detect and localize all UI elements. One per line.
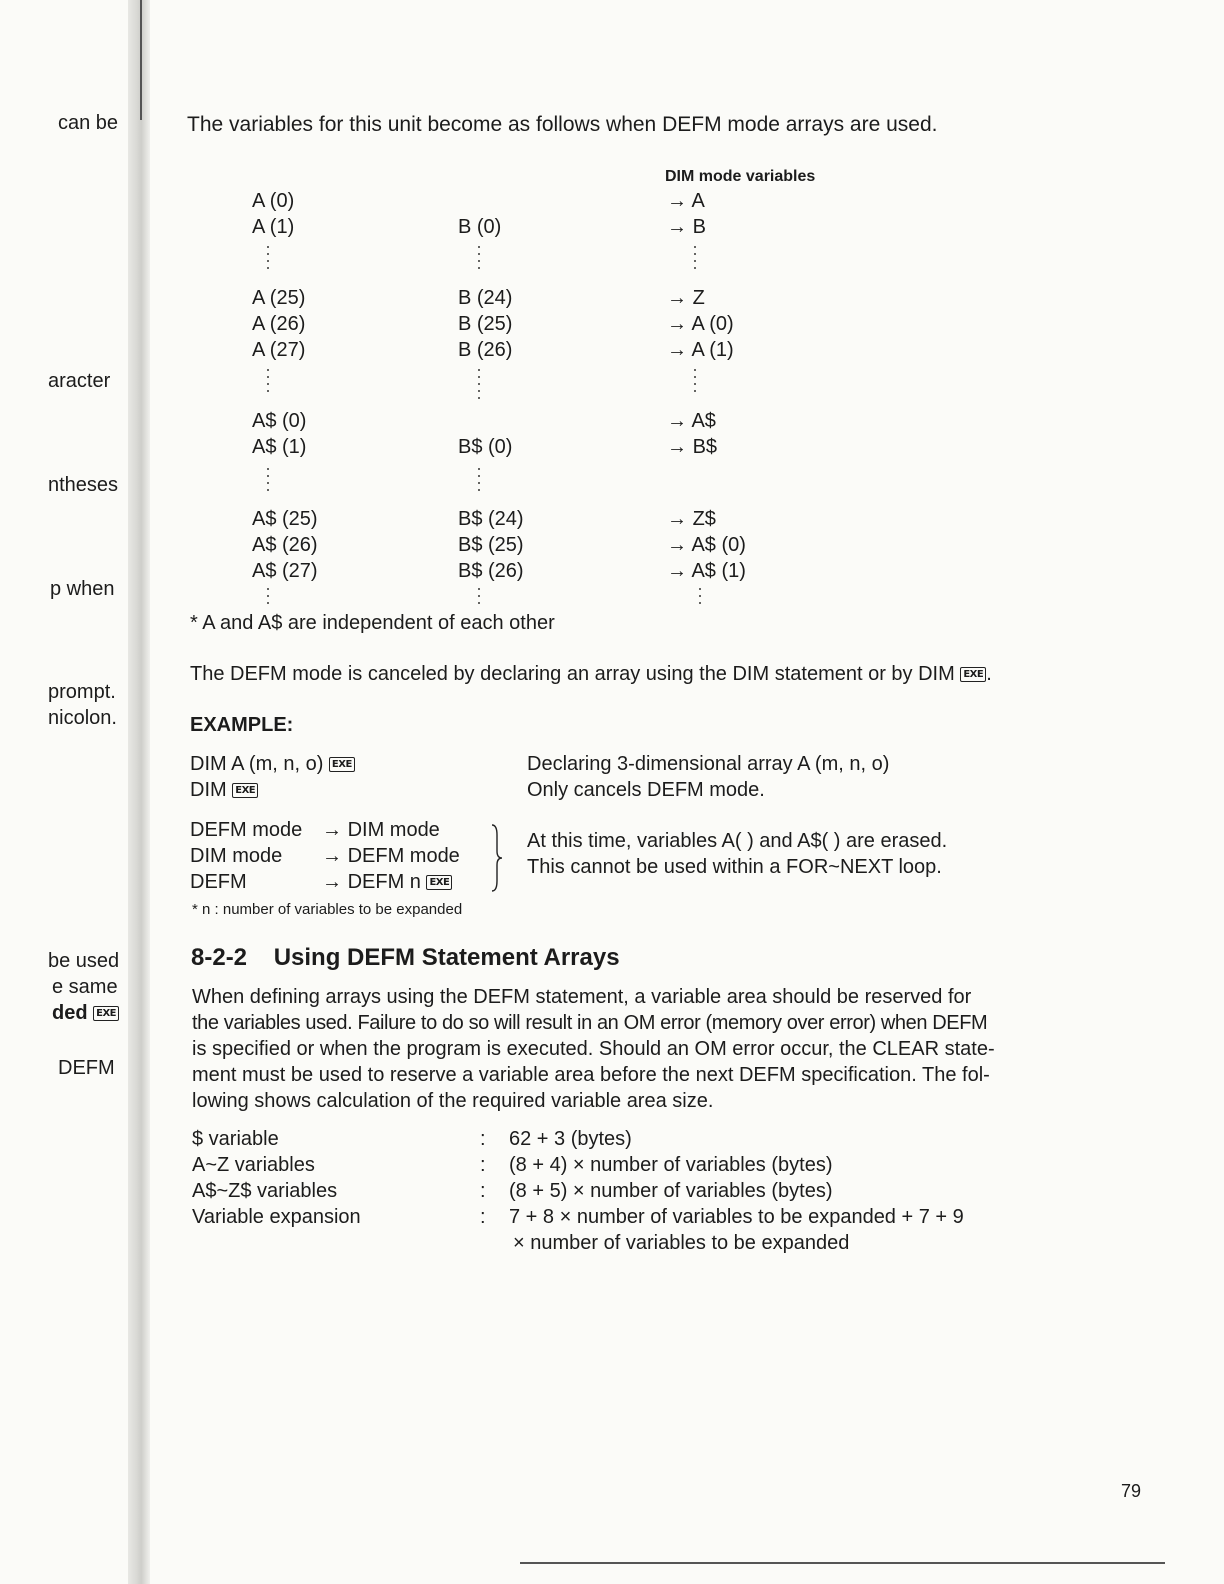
ellipsis-dots xyxy=(266,588,270,609)
calc-colon: : xyxy=(480,1180,486,1202)
table-header: DIM mode variables xyxy=(665,168,816,185)
intro-text: The variables for this unit become as follows when DEFM mode arrays are used. xyxy=(187,113,938,136)
table-cell: B (25) xyxy=(458,313,513,335)
table-cell: A (0) xyxy=(252,190,295,212)
calc-value: (8 + 5) × number of variables (bytes) xyxy=(509,1180,833,1202)
table-cell: B$ (0) xyxy=(458,436,513,458)
exe-key-icon: EXE xyxy=(329,757,355,772)
calc-label: A~Z variables xyxy=(192,1154,315,1176)
exe-key-icon: EXE xyxy=(426,875,452,890)
bottom-rule xyxy=(520,1562,1165,1564)
table-cell: → A (0) xyxy=(667,313,734,335)
mode-from: DEFM mode xyxy=(190,819,303,841)
table-cell: → A (1) xyxy=(667,339,734,361)
ellipsis-dots xyxy=(266,369,270,397)
calc-colon: : xyxy=(480,1128,486,1150)
mode-to: → DEFM n EXE xyxy=(322,871,452,894)
example-code: DIM EXE xyxy=(190,779,258,802)
table-cell: → A xyxy=(667,190,705,212)
table-cell: B (26) xyxy=(458,339,513,361)
ellipsis-dots xyxy=(477,369,481,404)
paragraph-line: When defining arrays using the DEFM statement, a variable area should be reserved for xyxy=(192,986,972,1008)
curly-brace xyxy=(490,823,504,893)
ellipsis-dots xyxy=(477,246,481,274)
table-cell: B$ (24) xyxy=(458,508,524,530)
ellipsis-dots xyxy=(477,468,481,496)
table-cell: A$ (0) xyxy=(252,410,307,432)
table-cell: A$ (1) xyxy=(252,436,307,458)
mode-from: DIM mode xyxy=(190,845,283,867)
ellipsis-dots xyxy=(266,468,270,496)
exe-key-icon: EXE xyxy=(232,783,258,798)
spine-edge-line xyxy=(140,0,142,120)
table-cell: → Z xyxy=(667,287,705,309)
table-cell: A (27) xyxy=(252,339,306,361)
table-cell: B$ (25) xyxy=(458,534,524,556)
table-cell: A$ (27) xyxy=(252,560,318,582)
independence-note: * A and A$ are independent of each other xyxy=(190,612,555,634)
table-cell: B$ (26) xyxy=(458,560,524,582)
table-cell: → Z$ xyxy=(667,508,716,530)
calc-value-continued: × number of variables to be expanded xyxy=(513,1232,850,1254)
calc-label: $ variable xyxy=(192,1128,279,1150)
cancel-text: The DEFM mode is canceled by declaring an array using the DIM statement or by DIM EXE . xyxy=(190,663,992,685)
example-desc: Declaring 3-dimensional array A (m, n, o) xyxy=(527,753,890,775)
table-cell: B (0) xyxy=(458,216,502,238)
table-cell: → B$ xyxy=(667,436,718,458)
margin-note: ntheses xyxy=(48,474,119,496)
table-cell: A (1) xyxy=(252,216,295,238)
calc-label: A$~Z$ variables xyxy=(192,1180,338,1202)
table-cell: → B xyxy=(667,216,706,238)
table-cell: A (26) xyxy=(252,313,306,335)
ellipsis-dots xyxy=(698,588,702,609)
table-cell: → A$ (0) xyxy=(667,534,746,556)
calc-colon: : xyxy=(480,1206,486,1228)
section-heading xyxy=(191,944,620,972)
margin-note: DEFM xyxy=(58,1057,115,1079)
table-cell: A$ (25) xyxy=(252,508,318,530)
exe-key-icon: EXE xyxy=(960,667,986,682)
mode-from: DEFM xyxy=(190,871,247,893)
ellipsis-dots xyxy=(477,588,481,609)
paragraph-line: the variables used. Failure to do so will result in an OM error (memory over error) when DEFM xyxy=(192,1012,988,1034)
book-spine xyxy=(128,0,150,1584)
example-code: DIM A (m, n, o) EXE xyxy=(190,753,355,776)
ellipsis-dots xyxy=(266,246,270,274)
margin-note: aracter xyxy=(48,370,111,392)
margin-note: e same xyxy=(52,976,118,998)
calc-label: Variable expansion xyxy=(192,1206,361,1228)
erase-note: This cannot be used within a FOR~NEXT loop. xyxy=(527,856,942,878)
table-cell: A (25) xyxy=(252,287,306,309)
margin-note: p when xyxy=(50,578,115,600)
erase-note: At this time, variables A( ) and A$( ) are erased. xyxy=(527,830,948,852)
margin-note: can be xyxy=(58,112,119,134)
section-title: Using DEFM Statement Arrays xyxy=(273,944,620,971)
calc-value: 62 + 3 (bytes) xyxy=(509,1128,632,1150)
calc-colon: : xyxy=(480,1154,486,1176)
ellipsis-dots xyxy=(693,369,697,397)
calc-value: (8 + 4) × number of variables (bytes) xyxy=(509,1154,833,1176)
table-cell: → A$ xyxy=(667,410,716,432)
section-number: 8-2-2 xyxy=(191,944,248,971)
margin-note: be used xyxy=(48,950,120,972)
page-number: 79 xyxy=(1121,1481,1142,1501)
calc-value: 7 + 8 × number of variables to be expanded + 7 + 9 xyxy=(509,1206,964,1228)
exe-key-icon: EXE xyxy=(93,1006,119,1021)
mode-to: → DIM mode xyxy=(322,819,440,841)
margin-note: prompt. xyxy=(48,681,116,703)
footnote: * n : number of variables to be expanded xyxy=(192,901,463,918)
ellipsis-dots xyxy=(693,246,697,274)
example-heading: EXAMPLE: xyxy=(190,714,294,736)
table-cell: A$ (26) xyxy=(252,534,318,556)
table-cell: B (24) xyxy=(458,287,513,309)
mode-to: → DEFM mode xyxy=(322,845,460,867)
paragraph-line: lowing shows calculation of the required variable area size. xyxy=(192,1090,714,1112)
example-desc: Only cancels DEFM mode. xyxy=(527,779,765,801)
paragraph-line: is specified or when the program is executed. Should an OM error occur, the CLEAR state- xyxy=(192,1038,995,1060)
table-cell: → A$ (1) xyxy=(667,560,746,582)
paragraph-line: ment must be used to reserve a variable area before the next DEFM specification. The fol- xyxy=(192,1064,990,1086)
margin-note: ded EXE xyxy=(52,1002,119,1025)
margin-note: nicolon. xyxy=(48,707,117,729)
